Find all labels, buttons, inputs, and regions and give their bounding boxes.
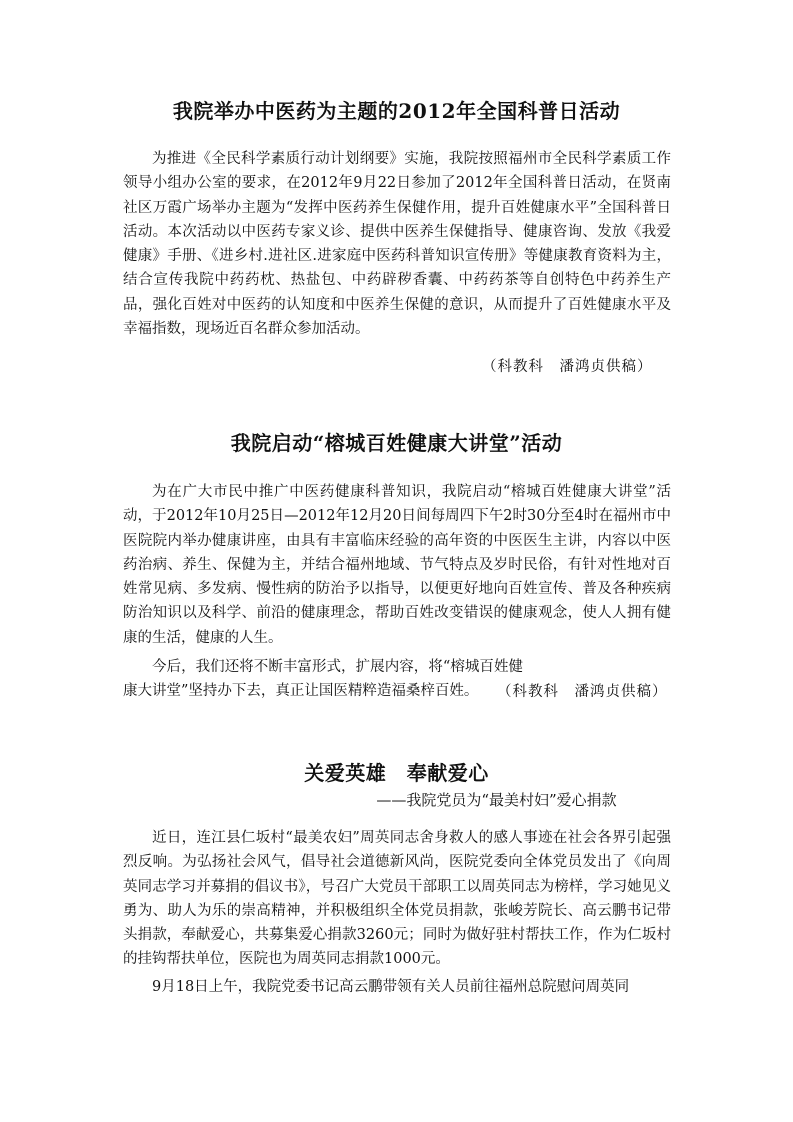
article3-subtitle	[0, 789, 793, 810]
article1-title: 我院举办中医药为主题的2012年全国科普日活动	[172, 99, 621, 123]
article1-credit: （科教科 潘鸿贞供稿）	[482, 359, 653, 375]
article2-paragraph-2: 今后，我们还将不断丰富形式，扩展内容，将“榕城百姓健康大讲堂”坚持办下去，真正让国医精粹造福桑梓百姓。	[123, 659, 523, 700]
article2-paragraph-1: 为在广大市民中推广中医药健康科普知识，我院启动“榕城百姓健康大讲堂”活动，于2012年10月25日—2012年12月20日间每周四下午2时30分至4时在福州市中医院院内举办健康讲座，由具有丰富临床经验的高年资的中医医生主讲，内容以中医药治病、养生、保健为主，并结合福州地域、节气特点及岁时民俗，有针对性地对百姓常见病、多发病、慢性病的防治予以指导，以便更好地向百姓宣传、普及各种疾病防治知识以及科学、前沿的健康理念，帮助百姓改变错误的健康观念，使人人拥有健康的生活，健康的人生。	[123, 484, 671, 646]
article3-subtitle-text: ——我院党员为“最美村妇”爱心捐款	[376, 791, 617, 809]
article2-title: 我院启动“榕城百姓健康大讲堂”活动	[230, 431, 563, 455]
article2-credit: （科教科 潘鸿贞供稿）	[497, 684, 668, 700]
article3-paragraph-1: 近日，连江县仁坂村“最美农妇”周英同志舍身救人的感人事迹在社会各界引起强烈反响。为弘扬社会风气，倡导社会道德新风尚，医院党委向全体党员发出了《向周英同志学习并募捐的倡议书》，号召广大党员干部职工以周英同志为榜样，学习她见义勇为、助人为乐的崇高精神，并积极组织全体党员捐款，张峻芳院长、高云鹏书记带头捐款，奉献爱心，共募集爱心捐款3260元；同时为做好驻村帮扶工作，作为仁坂村的挂钩帮扶单位，医院也为周英同志捐款1000元。	[123, 830, 671, 968]
article3-paragraph-2: 9月18日上午，我院党委书记高云鹏带领有关人员前往福州总院慰问周英同	[152, 979, 630, 995]
article1-paragraph: 为推进《全民科学素质行动计划纲要》实施，我院按照福州市全民科学素质工作领导小组办公室的要求，在2012年9月22日参加了2012年全国科普日活动，在贤南社区万霞广场举办主题为“发挥中医药养生保健作用，提升百姓健康水平”全国科普日活动。本次活动以中医药专家义诊、提供中医养生保健指导、健康咨询、发放《我爱健康》手册、《进乡村.进社区.进家庭中医药科普知识宣传册》等健康教育资料为主，结合宣传我院中药药枕、热盐包、中药辟秽香囊、中药药茶等自创特色中药养生产品，强化百姓对中医药的认知度和中医养生保健的意识，从而提升了百姓健康水平及幸福指数，现场近百名群众参加活动。	[123, 151, 671, 338]
article3-title: 关爱英雄 奉献爱心	[304, 761, 489, 785]
